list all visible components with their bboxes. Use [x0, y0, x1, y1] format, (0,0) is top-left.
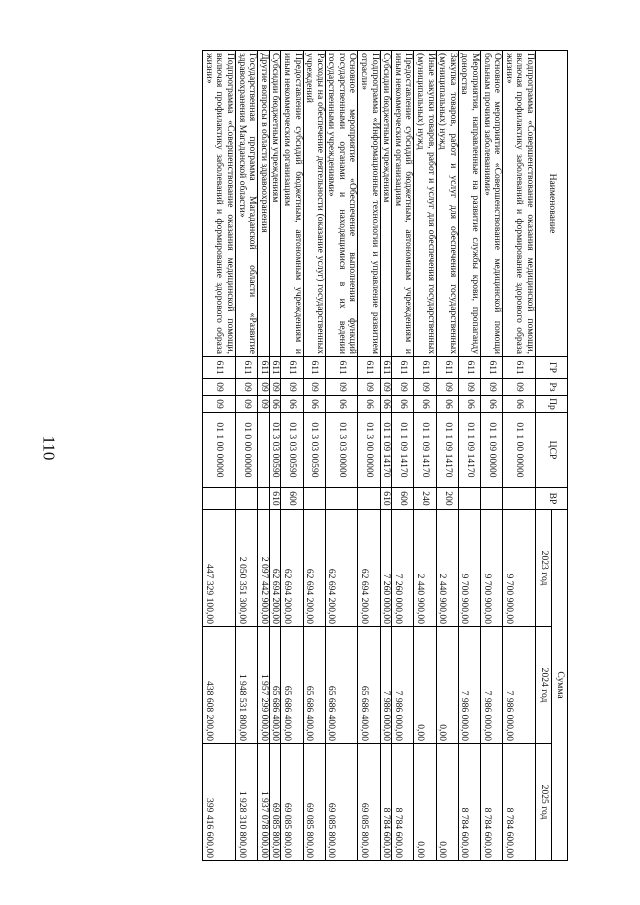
row-vr	[258, 488, 270, 510]
row-name: Предоставление субсидий бюджетным, автономным учреждениям и иным некоммерческим организациям	[392, 51, 414, 357]
row-rz: 09	[503, 379, 536, 396]
row-csr: 01 1 00 00000	[203, 413, 236, 488]
row-sum-2023: 2 050 351 300,00	[235, 510, 257, 627]
row-gr: 611	[481, 357, 503, 379]
row-gr: 611	[414, 357, 436, 379]
row-sum-2024: 7 986 000,00	[481, 627, 503, 744]
row-sum-2024: 65 686 400,00	[325, 627, 358, 744]
row-sum-2025: 69 085 800,00	[281, 744, 303, 861]
row-vr: 600	[281, 488, 303, 510]
row-sum-2024: 65 686 400,00	[358, 627, 380, 744]
row-vr	[458, 488, 480, 510]
table-row	[380, 51, 392, 861]
row-name: Подпрограмма «Информационные технологии и управление развитием отрасли»	[358, 51, 380, 357]
table-row	[325, 51, 358, 861]
row-name: Государственная программа Магаданской области «Развитие здравоохранения Магаданской области»	[235, 51, 257, 357]
row-rz: 09	[235, 379, 257, 396]
row-rz: 09	[358, 379, 380, 396]
row-sum-2025: 69 085 800,00	[358, 744, 380, 861]
row-rz: 09	[458, 379, 480, 396]
row-name: Мероприятия, направленные на развитие службы крови, пропаганду донорства	[458, 51, 480, 357]
row-csr: 01 1 09 14170	[380, 413, 392, 488]
row-gr: 611	[503, 357, 536, 379]
row-vr	[481, 488, 503, 510]
row-sum-2024: 7 986 000,00	[380, 627, 392, 744]
row-name: Субсидии бюджетным учреждениям	[380, 51, 392, 357]
row-sum-2023: 447 329 100,00	[203, 510, 236, 627]
row-name: Субсидии бюджетным учреждениям	[269, 51, 281, 357]
row-gr: 611	[392, 357, 414, 379]
row-sum-2023: 2 097 442 900,00	[258, 510, 270, 627]
row-rz: 09	[258, 379, 270, 396]
row-pr: 06	[392, 396, 414, 413]
row-pr: 06	[414, 396, 436, 413]
row-csr: 01 1 00 00000	[503, 413, 536, 488]
table-row	[503, 51, 536, 861]
row-sum-2025: 8 784 600,00	[458, 744, 480, 861]
row-rz: 09	[392, 379, 414, 396]
row-pr: 09	[258, 396, 270, 413]
row-vr	[358, 488, 380, 510]
row-vr	[235, 488, 257, 510]
row-csr: 01 1 09 14170	[458, 413, 480, 488]
row-pr: 06	[436, 396, 458, 413]
row-sum-2023: 62 694 200,00	[358, 510, 380, 627]
header-csr: ЦСР	[536, 413, 568, 488]
row-csr: 01 3 03 00590	[303, 413, 325, 488]
row-sum-2024: 65 686 400,00	[303, 627, 325, 744]
row-name: Основное мероприятие «Обеспечение выполнения функций государственными органами и находящимися в их ведении государственными учреждениями»	[325, 51, 358, 357]
table-row	[436, 51, 458, 861]
table-row	[258, 51, 270, 861]
row-csr: 01 3 00 00000	[358, 413, 380, 488]
row-sum-2025: 69 085 800,00	[303, 744, 325, 861]
row-csr: 01 3 03 00590	[269, 413, 281, 488]
table-row	[392, 51, 414, 861]
header-gr: ГР	[536, 357, 568, 379]
row-csr: 01 1 09 14170	[414, 413, 436, 488]
row-csr: 01 1 09 14170	[392, 413, 414, 488]
row-rz: 09	[269, 379, 281, 396]
row-vr	[325, 488, 358, 510]
row-sum-2025: 1 928 310 800,00	[235, 744, 257, 861]
row-gr: 611	[358, 357, 380, 379]
row-vr	[503, 488, 536, 510]
row-sum-2023: 2 440 900,00	[414, 510, 436, 627]
row-name: Предоставление субсидий бюджетным, автономным учреждениям и иным некоммерческим организациям	[281, 51, 303, 357]
row-name: Основное мероприятие «Совершенствование медицинской помощи больным прочими заболеваниями»	[481, 51, 503, 357]
row-sum-2024: 7 986 000,00	[503, 627, 536, 744]
row-pr: 06	[303, 396, 325, 413]
row-sum-2023: 62 694 200,00	[325, 510, 358, 627]
row-gr: 611	[258, 357, 270, 379]
row-gr: 611	[303, 357, 325, 379]
row-csr: 01 0 00 00000	[235, 413, 257, 488]
table-row	[358, 51, 380, 861]
row-sum-2025: 0,00	[436, 744, 458, 861]
row-sum-2025: 8 784 600,00	[392, 744, 414, 861]
row-sum-2023: 9 700 900,00	[503, 510, 536, 627]
table-row	[458, 51, 480, 861]
table-row	[414, 51, 436, 861]
row-sum-2024: 0,00	[436, 627, 458, 744]
row-gr: 611	[269, 357, 281, 379]
row-vr: 610	[269, 488, 281, 510]
row-gr: 611	[203, 357, 236, 379]
row-name: Подпрограмма «Совершенствование оказания медицинской помощи, включая профилактику заболеваний и формирование здорового образа жизни»	[503, 51, 536, 357]
row-rz: 09	[481, 379, 503, 396]
row-name: Иные закупки товаров, работ и услуг для обеспечения государственных (муниципальных) нужд	[414, 51, 436, 357]
table-row	[281, 51, 303, 861]
row-vr: 600	[392, 488, 414, 510]
row-pr: 06	[458, 396, 480, 413]
table-row	[481, 51, 503, 861]
row-vr: 610	[380, 488, 392, 510]
row-rz: 09	[414, 379, 436, 396]
row-pr: 06	[281, 396, 303, 413]
row-gr: 611	[325, 357, 358, 379]
row-rz: 09	[303, 379, 325, 396]
row-gr: 611	[235, 357, 257, 379]
row-rz: 09	[380, 379, 392, 396]
header-sum: Сумма	[552, 510, 568, 861]
row-sum-2023: 62 694 200,00	[303, 510, 325, 627]
row-pr: 06	[481, 396, 503, 413]
header-pr: Пр	[536, 396, 568, 413]
header-2023: 2023 год	[536, 510, 552, 627]
row-csr: 01 3 03 00590	[281, 413, 303, 488]
row-sum-2023: 2 440 900,00	[436, 510, 458, 627]
row-vr: 240	[414, 488, 436, 510]
row-sum-2024: 65 686 400,00	[281, 627, 303, 744]
row-sum-2025: 69 085 800,00	[325, 744, 358, 861]
row-pr: 06	[269, 396, 281, 413]
row-sum-2023: 62 694 200,00	[281, 510, 303, 627]
row-gr: 611	[281, 357, 303, 379]
row-name: Подпрограмма «Совершенствование оказания медицинской помощи, включая профилактику заболеваний и формирование здорового образа жизни»	[203, 51, 236, 357]
row-csr: 01 1 09 00000	[481, 413, 503, 488]
row-sum-2024: 1 948 531 800,00	[235, 627, 257, 744]
header-vr: ВР	[536, 488, 568, 510]
row-sum-2024: 65 686 400,00	[269, 627, 281, 744]
row-gr: 611	[458, 357, 480, 379]
row-sum-2024: 7 986 000,00	[458, 627, 480, 744]
budget-table-rotated	[58, 50, 568, 860]
row-rz: 09	[436, 379, 458, 396]
row-rz: 09	[325, 379, 358, 396]
row-pr: 09	[203, 396, 236, 413]
header-rz: Рз	[536, 379, 568, 396]
row-sum-2023: 7 260 000,00	[392, 510, 414, 627]
row-vr	[303, 488, 325, 510]
row-sum-2025: 399 416 600,00	[203, 744, 236, 861]
row-rz: 09	[203, 379, 236, 396]
header-name: Наименование	[536, 51, 568, 357]
row-sum-2023: 9 700 900,00	[458, 510, 480, 627]
row-sum-2025: 1 937 078 000,00	[258, 744, 270, 861]
row-sum-2025: 8 784 600,00	[481, 744, 503, 861]
row-csr: 01 1 09 14170	[436, 413, 458, 488]
row-gr: 611	[380, 357, 392, 379]
row-sum-2025: 8 784 600,00	[380, 744, 392, 861]
row-rz: 09	[281, 379, 303, 396]
row-vr	[203, 488, 236, 510]
row-csr	[258, 413, 270, 488]
row-name: Другие вопросы в области здравоохранения	[258, 51, 270, 357]
table-row	[303, 51, 325, 861]
row-sum-2025: 0,00	[414, 744, 436, 861]
header-2024: 2024 год	[536, 627, 552, 744]
page-number: 110	[39, 435, 59, 461]
row-gr: 611	[436, 357, 458, 379]
row-pr: 06	[325, 396, 358, 413]
row-sum-2024: 1 957 299 000,00	[258, 627, 270, 744]
row-sum-2024: 7 986 000,00	[392, 627, 414, 744]
row-pr: 06	[358, 396, 380, 413]
row-pr: 06	[503, 396, 536, 413]
row-sum-2023: 62 694 200,00	[269, 510, 281, 627]
row-sum-2024: 0,00	[414, 627, 436, 744]
row-sum-2023: 9 700 900,00	[481, 510, 503, 627]
row-sum-2025: 69 085 800,00	[269, 744, 281, 861]
header-row	[552, 51, 568, 861]
row-sum-2023: 7 260 000,00	[380, 510, 392, 627]
table-row	[203, 51, 236, 861]
row-sum-2024: 438 608 200,00	[203, 627, 236, 744]
row-name: Расходы на обеспечение деятельности (оказание услуг) государственных учреждений	[303, 51, 325, 357]
table-row	[269, 51, 281, 861]
header-2025: 2025 год	[536, 744, 552, 861]
row-sum-2025: 8 784 600,00	[503, 744, 536, 861]
row-csr: 01 3 03 00000	[325, 413, 358, 488]
row-vr: 200	[436, 488, 458, 510]
row-name: Закупка товаров, работ и услуг для обеспечения государственных (муниципальных) нужд	[436, 51, 458, 357]
row-pr: 06	[380, 396, 392, 413]
budget-table	[202, 50, 568, 861]
row-pr: 09	[235, 396, 257, 413]
table-row	[235, 51, 257, 861]
